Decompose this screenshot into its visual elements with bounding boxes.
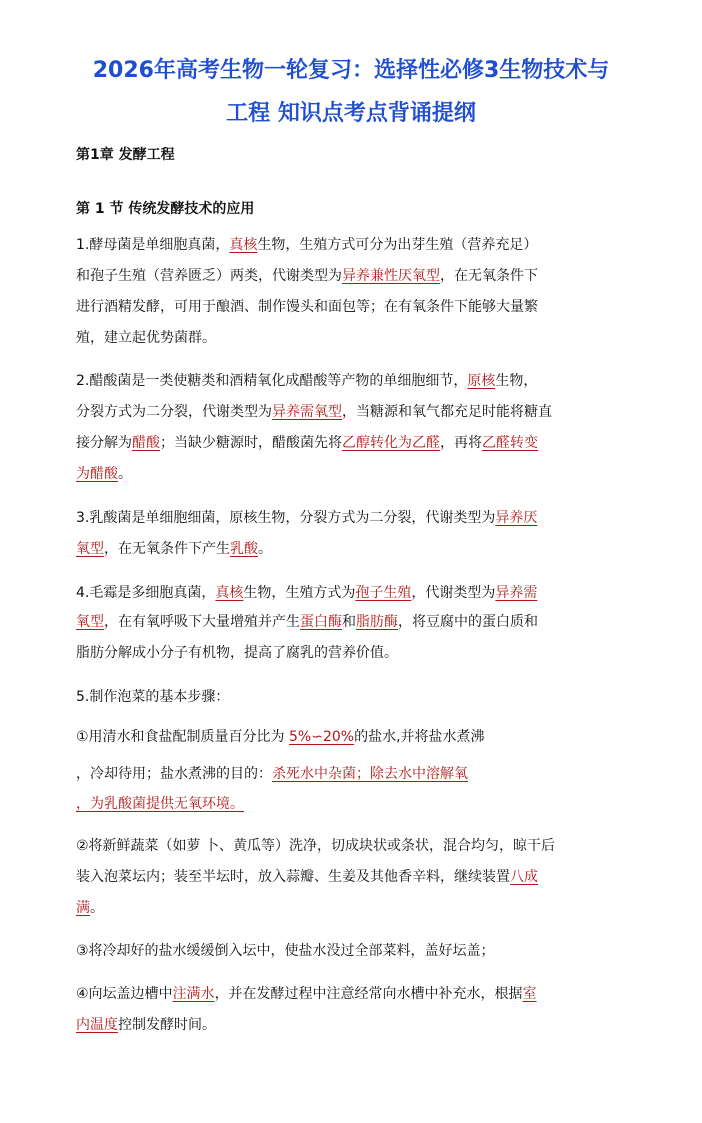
section-heading: 第 1 节 传统发酵技术的应用 (76, 201, 255, 217)
key-term: 真核 (215, 585, 244, 601)
paragraph-4-line-3: 脂肪分解成小分子有机物，提高了腐乳的营养价值。 (76, 645, 398, 661)
step-1-line-1: ①用清水和食盐配制质量百分比为 5%∽20%的盐水,并将盐水煮沸 (76, 729, 485, 745)
step-1-line-3: ，为乳酸菌提供无氧环境。 (76, 796, 244, 812)
step-2-line-3: 满。 (76, 900, 104, 916)
paragraph-3-line-1: 3.乳酸菌是单细胞细菌，原核生物，分裂方式为二分裂，代谢类型为异养厌 (76, 510, 538, 526)
paragraph-4-line-1: 4.毛霉是多细胞真菌，真核生物，生殖方式为孢子生殖，代谢类型为异养需 (76, 585, 538, 601)
key-term: 孢子生殖 (355, 585, 412, 601)
step-2-line-1: ②将新鲜蔬菜（如萝 卜、黄瓜等）洗净，切成块状或条状，混合均匀，晾干后 (76, 838, 555, 854)
chapter-heading: 第1章 发酵工程 (76, 147, 175, 163)
key-term: 满 (76, 900, 90, 916)
key-term: 原核 (467, 373, 496, 389)
key-term: 内温度 (76, 1017, 118, 1033)
paragraph-1-line-4: 殖，建立起优势菌群。 (76, 330, 216, 346)
key-term: 氧型 (76, 614, 104, 630)
document-title-line-2: 工程 知识点考点背诵提纲 (226, 101, 476, 126)
document-title-line-1: 2026年高考生物一轮复习：选择性必修3生物技术与 (92, 58, 610, 83)
step-4-line-2: 内温度控制发酵时间。 (76, 1017, 216, 1033)
step-1-line-2: ，冷却待用；盐水煮沸的目的：杀死水中杂菌；除去水中溶解氧 (76, 766, 468, 782)
paragraph-1-line-3: 进行酒精发酵，可用于酿酒、制作馒头和面包等；在有氧条件下能够大量繁 (76, 299, 538, 315)
key-term: 注满水 (172, 986, 215, 1002)
key-term: 乳酸 (230, 541, 258, 557)
paragraph-1-line-2: 和孢子生殖（营养匮乏）两类，代谢类型为异养兼性厌氧型，在无氧条件下 (76, 268, 538, 284)
key-term: 乙醛转变 (482, 435, 538, 451)
key-term: 真核 (229, 237, 258, 253)
key-term: 氧型 (76, 541, 104, 557)
key-term: 杀死水中杂菌；除去水中溶解氧 (272, 766, 468, 782)
step-3-line-1: ③将冷却好的盐水缓缓倒入坛中，使盐水没过全部菜料，盖好坛盖； (76, 943, 495, 959)
paragraph-1-line-1: 1.酵母菌是单细胞真菌，真核生物，生殖方式可分为出芽生殖（营养充足） (76, 237, 538, 253)
key-term: 醋酸 (132, 435, 160, 451)
key-term: 脂肪酶 (356, 614, 398, 630)
paragraph-2-line-3: 接分解为醋酸；当缺少糖源时，醋酸菌先将乙醇转化为乙醛，再将乙醛转变 (76, 435, 538, 451)
paragraph-2-line-4: 为醋酸。 (76, 466, 132, 482)
paragraph-4-line-2: 氧型，在有氧呼吸下大量增殖并产生蛋白酶和脂肪酶，将豆腐中的蛋白质和 (76, 614, 538, 630)
key-term: 异养需氧型 (272, 404, 342, 420)
step-4-line-1: ④向坛盖边槽中注满水，并在发酵过程中注意经常向水槽中补充水，根据室 (76, 986, 537, 1002)
paragraph-2-line-2: 分裂方式为二分裂，代谢类型为异养需氧型，当糖源和氧气都充足时能将糖直 (76, 404, 552, 420)
key-term: 5%∽20% (289, 729, 355, 745)
paragraph-5-line-1: 5.制作泡菜的基本步骤： (76, 689, 230, 705)
paragraph-3-line-2: 氧型，在无氧条件下产生乳酸。 (76, 541, 272, 557)
key-term: 八成 (510, 869, 538, 885)
key-term: 蛋白酶 (300, 614, 342, 630)
paragraph-2-line-1: 2.醋酸菌是一类使糖类和酒精氧化成醋酸等产物的单细胞细节，原核生物， (76, 373, 538, 389)
key-term: 为醋酸 (76, 466, 118, 482)
key-term: 异养兼性厌氧型 (342, 268, 440, 284)
step-2-line-2: 装入泡菜坛内；装至半坛时，放入蒜瓣、生姜及其他香辛料，继续装置八成 (76, 869, 538, 885)
key-term: 乙醇转化为乙醛 (342, 435, 440, 451)
key-term: 异养需 (495, 585, 538, 601)
key-term: 室 (522, 986, 537, 1002)
key-term: 异养厌 (495, 510, 538, 526)
